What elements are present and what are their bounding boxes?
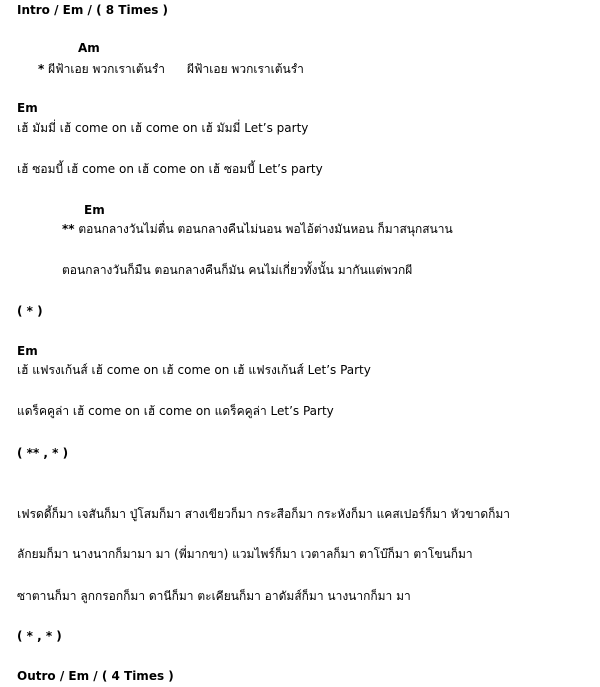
outro-line: Outro / Em / ( 4 Times ) <box>17 669 174 683</box>
verse1-line2: เฮ้ ซอมบี้ เฮ้ come on เฮ้ come on เฮ้ ซอมบี้ Let’s party <box>17 162 323 176</box>
verse2-line1: เฮ้ แฟรงเก้นส์ เฮ้ come on เฮ้ come on เฮ้ แฟรงเก้นส์ Let’s Party <box>17 363 371 377</box>
prechorus-line2: ตอนกลางวันก็มืน ตอนกลางคืนก็มัน คนไม่เกี่ยวทั้งนั้น มากันแต่พวกผี <box>62 263 413 277</box>
chord-em-verse1: Em <box>17 101 38 115</box>
intro-line: Intro / Em / ( 8 Times ) <box>17 3 169 17</box>
chord-am: Am <box>78 41 100 55</box>
chorus-marker: * <box>38 62 45 76</box>
chorus-line <box>38 61 304 77</box>
prechorus-line1 <box>62 221 453 237</box>
bridge-line3: ซาตานก็มา ลูกกรอกก็มา ดานีก็มา ตะเคียนก็มา อาดัมส์ก็มา นางนากก็มา มา <box>17 589 411 603</box>
verse2-line2: แดร็คคูล่า เฮ้ come on เฮ้ come on แดร็คคูล่า Let’s Party <box>17 404 334 418</box>
repeat-marker-2: ( ** , * ) <box>17 446 69 460</box>
chord-em-prechorus: Em <box>84 203 105 217</box>
chorus-lyric-b: ผีฟ้าเอย พวกเราเต้นรำ <box>187 62 304 76</box>
verse1-line1: เฮ้ มัมมี่ เฮ้ come on เฮ้ come on เฮ้ มัมมี่ Let’s party <box>17 121 309 135</box>
prechorus-lyric-1: ตอนกลางวันไม่ตื่น ตอนกลางคืนไม่นอน พอไอ้ต่างมันหอน ก็มาสนุกสนาน <box>78 222 453 236</box>
prechorus-marker: ** <box>62 222 75 236</box>
chord-em-verse2: Em <box>17 344 38 358</box>
repeat-marker-3: ( * , * ) <box>17 629 62 643</box>
repeat-marker-1: ( * ) <box>17 304 43 318</box>
bridge-line2: ลักยมก็มา นางนากก็มามา มา (พี่มากขา) แวมไพร์ก็มา เวตาลก็มา ตาโบ๊ก็มา ตาโขนก็มา <box>17 547 473 561</box>
bridge-line1: เฟรดดี้ก็มา เจสันก็มา ปู่โสมก็มา สางเขียวก็มา กระสือก็มา กระหังก็มา แคสเปอร์ก็มา หัวขาดก็มา <box>17 507 511 521</box>
chorus-lyric-a: ผีฟ้าเอย พวกเราเต้นรำ <box>48 62 166 76</box>
